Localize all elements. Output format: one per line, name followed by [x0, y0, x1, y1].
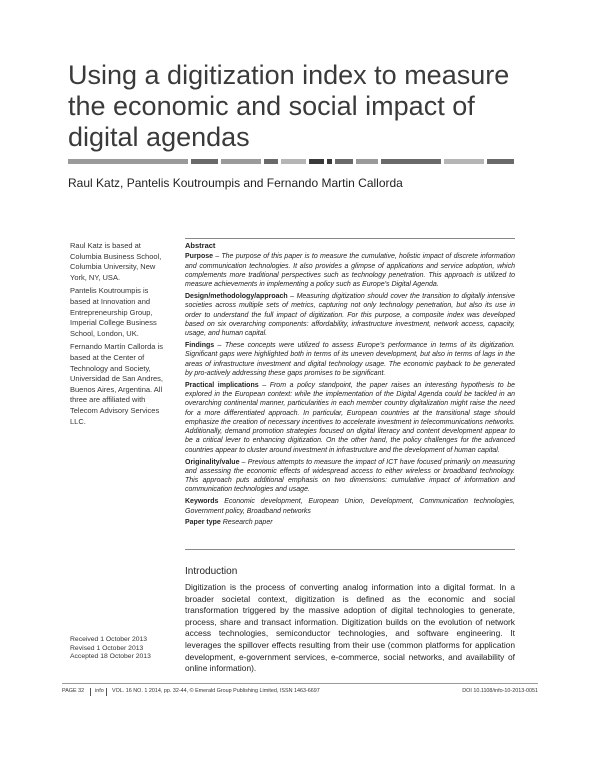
- author-affiliations: [70, 241, 166, 430]
- paper-type-label: Paper type: [185, 519, 221, 527]
- section-label: Practical implications: [185, 381, 259, 389]
- footer-separator: [106, 688, 107, 696]
- affiliation-katz: Raul Katz is based at Columbia Business School, Columbia University, New York, NY, USA.: [70, 241, 162, 282]
- footer-rule: [62, 683, 538, 684]
- abstract-block: [185, 241, 515, 530]
- title-rule: [68, 159, 514, 164]
- page-number: PAGE 32: [62, 688, 85, 694]
- paper-type-text: Research paper: [220, 519, 273, 527]
- doi: DOI 10.1108/info-10-2013-0051: [462, 688, 538, 694]
- abstract-paper-type: [185, 518, 515, 527]
- introduction-heading: Introduction: [185, 566, 238, 577]
- abstract-findings: [185, 341, 515, 378]
- section-text: – These concepts were utilized to assess Europe’s performance in terms of its digitization. Significant gaps were highlighted both in terms of its uneven development, but also in terms of lags in the areas of infrastructure investment and digital technology usage. The economic payback to be generated by pro-actively addressing these gaps promises to be significant.: [185, 341, 515, 377]
- keywords-label: Keywords: [185, 498, 219, 506]
- abstract-purpose: [185, 252, 515, 289]
- section-label: Purpose: [185, 253, 214, 261]
- affiliation-koutroumpis: Pantelis Koutroumpis is based at Innovation and Entrepreneurship Group, Imperial College Business School, London, UK.: [70, 286, 157, 338]
- section-label: Originality/value: [185, 458, 240, 466]
- abstract-originality: [185, 458, 515, 495]
- article-title: Using a digitization index to measure the economic and social impact of digital agendas: [68, 60, 510, 152]
- abstract-keywords: [185, 497, 515, 516]
- section-label: Design/methodology/approach: [185, 292, 288, 300]
- date-revised: Revised 1 October 2013: [70, 644, 144, 652]
- footer-separator: [90, 688, 91, 696]
- section-label: Findings: [185, 341, 215, 349]
- section-text: – Previous attempts to measure the impact of ICT have focused primarily on measuring and assessing the economic effects of widespread access to either wireless or broadband technology. This approach puts additional emphasis on two dimensions: cumulative impact of information and communication technologies and usage.: [185, 458, 515, 494]
- section-text: – Measuring digitization should cover the transition to digitally intensive societies across multiple sets of metrics, capturing not only technology penetration, but also its use in order to understand the full impact of digitization. For this purpose, a composite index was developed based on six overarching components: affordability, infrastructure investment, network access, capacity, usage, and human capital.: [185, 292, 515, 338]
- volume-info: VOL. 16 NO. 1 2014, pp. 32-44, © Emerald Group Publishing Limited, ISSN 1463-6697: [112, 688, 320, 694]
- abstract-heading: Abstract: [185, 241, 216, 250]
- abstract-practical: [185, 381, 515, 455]
- abstract-bottom-line: [185, 549, 515, 550]
- journal-name: info: [95, 688, 104, 694]
- abstract-design: [185, 292, 515, 338]
- keywords-text: Economic development, European Union, Development, Communication technologies, Government policy, Broadband networks: [185, 498, 515, 515]
- date-accepted: Accepted 18 October 2013: [70, 653, 151, 661]
- author-list: Raul Katz, Pantelis Koutroumpis and Fernando Martin Callorda: [68, 176, 403, 190]
- submission-dates: [70, 636, 180, 662]
- section-text: – From a policy standpoint, the paper raises an interesting hypothesis to be explored in the European context: while the implementation of the Digital Agenda could be tackled in an overarching continental manner, particularities in each member country digitalization might raise the need for a more differentiated approach. In particular, European countries at the transitional stage should emphasize the creation of necessary incentives to accelerate investment in telecommunications networks. Additionally, demand promotion strategies focused on digital literacy and content development appear to be a critical lever to enhancing digitization. On the other hand, the policy challenges for the advanced countries appear to cluster around investment in infrastructure and the development of human capital.: [185, 381, 515, 454]
- section-text: – The purpose of this paper is to measure the cumulative, holistic impact of discrete information and communication technologies. It also provides a glimpse of applications and service adoption, which complements more traditional perspectives such as technology penetration. This approach is utilized to measure achievements in implementing a policy such as Europe’s Digital Agenda.: [185, 253, 515, 289]
- introduction-text: Digitization is the process of converting analog information into a digital format. In a broader societal context, digitization is defined as the economic and social transformation triggered by the massive adoption of digital technologies to generate, process, share and transact information. Digitization builds on the evolution of network access technologies, semiconductor technologies, and software engineering. It leverages the spillover effects resulting from their use (common platforms for application development, e-government services, e-commerce, social networks, and availability of online information).: [185, 582, 515, 674]
- affiliation-callorda: Fernando Martín Callorda is based at the Center of Technology and Society, Universidad de San Andres, Buenos Aires, Argentina. All three are affiliated with Telecom Advisory Services LLC.: [70, 342, 163, 426]
- abstract-top-line: [185, 238, 515, 239]
- date-received: Received 1 October 2013: [70, 636, 148, 643]
